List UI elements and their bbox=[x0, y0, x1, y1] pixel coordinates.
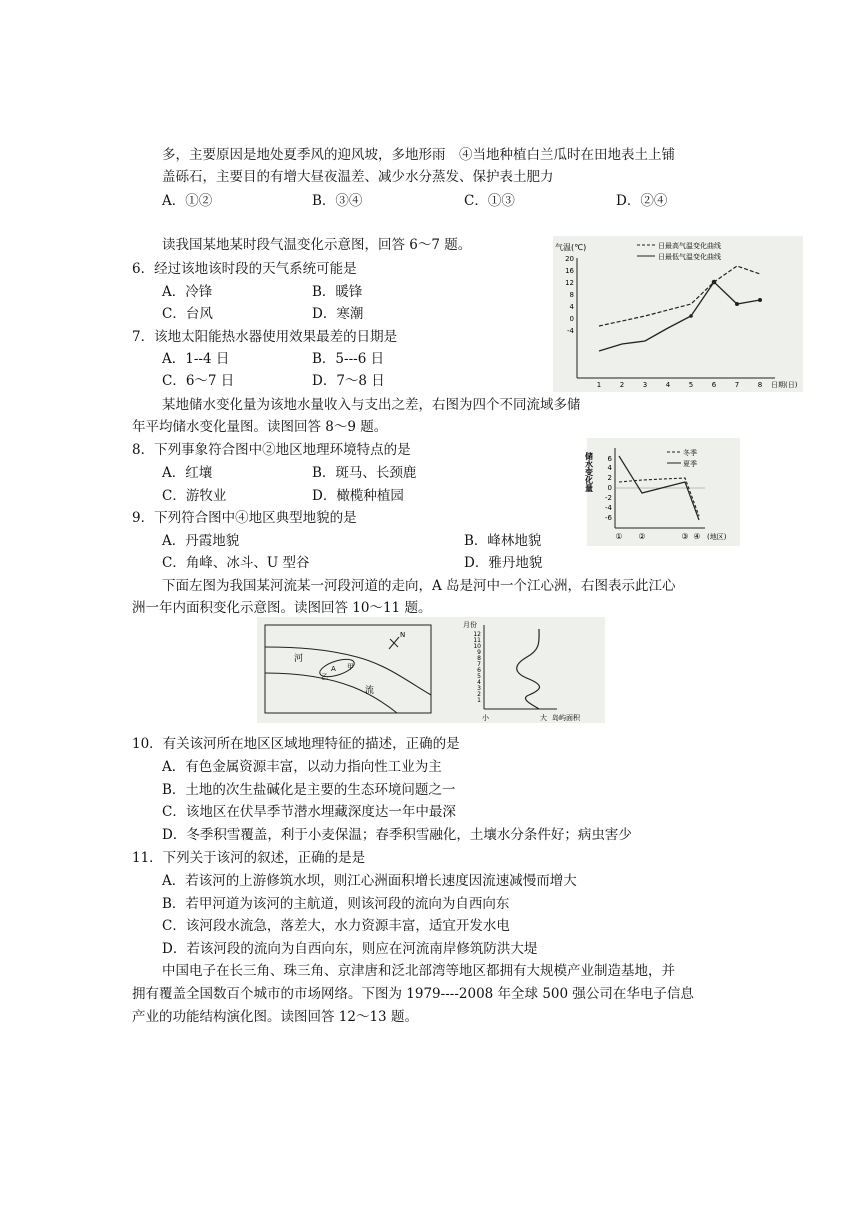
fig1-xtick: 8 bbox=[757, 381, 763, 389]
q7-option-b: B．5---6 日 bbox=[312, 351, 385, 367]
fig2-ytick: -6 bbox=[605, 514, 612, 522]
month-tick: 7 bbox=[477, 661, 481, 668]
label-he: 河 bbox=[294, 654, 304, 664]
fig1-high-line bbox=[599, 266, 760, 326]
q8-stem: 8．下列事象符合图中②地区地理环境特点的是 bbox=[132, 442, 411, 458]
q11-stem: 11．下列关于该河的叙述，正确的是是 bbox=[132, 850, 366, 866]
fig2-xtick: ④ bbox=[693, 532, 701, 541]
intro-line-1: 多，主要原因是地处夏季风的迎风坡，多地形雨 ④当地种植白兰瓜时在田地表土上铺 bbox=[162, 147, 675, 163]
fig1-ytick: 16 bbox=[565, 267, 574, 275]
fig1-xtick: 1 bbox=[596, 381, 602, 389]
water-storage-figure bbox=[584, 438, 740, 546]
q11-option-a: A．若该河的上游修筑水坝，则江心洲面积增长速度因流速减慢而增大 bbox=[162, 873, 577, 889]
q9-option-a: A．丹霞地貌 bbox=[162, 533, 240, 549]
q8-option-a: A．红壤 bbox=[162, 465, 213, 481]
fig3-x-large: 大 bbox=[540, 714, 547, 722]
month-tick: 11 bbox=[473, 637, 481, 644]
month-tick: 10 bbox=[473, 643, 481, 650]
q10-option-c: C．该地区在伏旱季节潜水埋藏深度达一年中最深 bbox=[162, 804, 456, 820]
q7-option-d: D．7～8 日 bbox=[312, 373, 385, 389]
fig2-legend-winter: 冬季 bbox=[683, 449, 697, 457]
month-tick: 3 bbox=[477, 685, 481, 692]
fig1-xtick: 3 bbox=[642, 381, 648, 389]
fig1-ylabel: 气温(℃) bbox=[555, 243, 587, 252]
fig1-point bbox=[735, 302, 739, 306]
q6-option-a: A．冷锋 bbox=[162, 284, 213, 300]
fig2-legend-summer: 夏季 bbox=[683, 460, 697, 468]
q10-stem: 10．有关该河所在地区区域地理特征的描述，正确的是 bbox=[132, 736, 460, 752]
fig2-ytick: -2 bbox=[605, 494, 612, 502]
fig3-xlabel: 岛屿面积 bbox=[552, 714, 580, 722]
q6-stem: 6．经过该地该时段的天气系统可能是 bbox=[132, 261, 357, 277]
fig1-xtick: 4 bbox=[665, 381, 671, 389]
fig2-xtick: ① bbox=[615, 532, 623, 541]
fig1-ytick: 0 bbox=[569, 315, 574, 323]
north-label: N bbox=[400, 631, 406, 639]
fig2-ytick: 4 bbox=[607, 464, 612, 472]
q6-option-d: D．寒潮 bbox=[312, 306, 364, 322]
q5-option-c: C．①③ bbox=[464, 193, 515, 209]
month-tick: 12 bbox=[473, 631, 481, 638]
s3-intro-1: 下面左图为我国某河流某一河段河道的走向，A 岛是河中一个江心洲，右图表示此江心 bbox=[162, 578, 676, 594]
fig1-ytick: 8 bbox=[569, 291, 574, 299]
s4-line-1: 中国电子在长三角、珠三角、京津唐和泛北部湾等地区都拥有大规模产业制造基地，并 bbox=[162, 963, 675, 979]
fig2-xtick: ② bbox=[638, 532, 646, 541]
q8-option-d: D．橄榄种植园 bbox=[312, 488, 404, 504]
s4-line-3: 产业的功能结构演化图。读图回答 12～13 题。 bbox=[132, 1009, 418, 1025]
island-area-curve bbox=[517, 629, 540, 709]
fig1-xtick: 2 bbox=[619, 381, 625, 389]
label-yi: 乙 bbox=[321, 673, 328, 681]
fig2-ytick: 2 bbox=[607, 474, 612, 482]
q9-option-b: B．峰林地貌 bbox=[464, 533, 542, 549]
label-jia: 甲 bbox=[347, 663, 354, 671]
q6-option-c: C．台风 bbox=[162, 306, 213, 322]
intro-line-2: 盖砾石，主要目的有增大昼夜温差、减少水分蒸发、保护表土肥力 bbox=[162, 169, 554, 185]
q7-option-a: A．1--4 日 bbox=[162, 351, 230, 367]
q9-stem: 9．下列符合图中④地区典型地貌的是 bbox=[132, 510, 357, 526]
month-tick: 5 bbox=[477, 673, 481, 680]
month-tick: 9 bbox=[477, 649, 481, 656]
fig1-xlabel: 日期(日) bbox=[771, 381, 798, 389]
fig3-ylabel: 月份 bbox=[463, 621, 477, 629]
month-tick: 6 bbox=[477, 667, 481, 674]
q11-option-b: B．若甲河道为该河的主航道，则该河段的流向为自西向东 bbox=[162, 896, 510, 912]
fig1-xtick: 7 bbox=[734, 381, 740, 389]
fig1-point bbox=[712, 280, 717, 285]
fig1-ytick: 4 bbox=[569, 303, 574, 311]
q5-option-b: B．③④ bbox=[312, 193, 363, 209]
q7-option-c: C．6～7 日 bbox=[162, 373, 235, 389]
month-tick: 1 bbox=[477, 697, 481, 704]
s3-intro-2: 洲一年内面积变化示意图。读图回答 10～11 题。 bbox=[132, 600, 432, 616]
fig2-ytick: -4 bbox=[605, 504, 612, 512]
label-a: A bbox=[331, 665, 336, 673]
fig2-ytick: 0 bbox=[607, 484, 612, 492]
fig1-point bbox=[689, 314, 693, 318]
temperature-figure bbox=[553, 236, 803, 392]
fig1-low-line bbox=[599, 282, 760, 351]
riverbank-south bbox=[265, 673, 397, 713]
s2-intro-2: 年平均储水变化量图。读图回答 8～9 题。 bbox=[132, 419, 388, 435]
fig1-ytick: 20 bbox=[565, 255, 574, 263]
fig2-ylabel: 储水变化量 bbox=[584, 452, 594, 492]
q10-option-b: B．土地的次生盐碱化是主要的生态环境问题之一 bbox=[162, 782, 456, 798]
fig1-xtick: 5 bbox=[688, 381, 694, 389]
q10-option-d: D．冬季积雪覆盖，利于小麦保温；春季积雪融化，土壤水分条件好；病虫害少 bbox=[162, 827, 632, 843]
river-figure bbox=[257, 617, 605, 723]
fig1-point bbox=[758, 298, 762, 302]
fig1-xtick: 6 bbox=[711, 381, 717, 389]
s2-intro-1: 某地储水变化量为该地水量收入与支出之差，右图为四个不同流域多储 bbox=[162, 397, 581, 413]
q8-option-b: B．斑马、长颈鹿 bbox=[312, 465, 417, 481]
month-tick: 2 bbox=[477, 691, 481, 698]
q7-stem: 7．该地太阳能热水器使用效果最差的日期是 bbox=[132, 329, 398, 345]
label-liu: 流 bbox=[365, 686, 375, 696]
fig2-xlabel: (地区) bbox=[707, 533, 727, 541]
s4-line-2: 拥有覆盖全国数百个城市的市场网络。下图为 1979----2008 年全球 500 强公司在华电子信息 bbox=[132, 986, 694, 1002]
north-arrow-icon bbox=[389, 637, 399, 649]
fig3-x-small: 小 bbox=[482, 714, 489, 722]
q10-option-a: A．有色金属资源丰富，以动力指向性工业为主 bbox=[162, 759, 442, 775]
q11-option-c: C．该河段水流急，落差大，水力资源丰富，适宜开发水电 bbox=[162, 918, 510, 934]
q5-option-d: D．②④ bbox=[616, 193, 668, 209]
q5-option-a: A．①② bbox=[162, 193, 213, 209]
q8-option-c: C．游牧业 bbox=[162, 488, 227, 504]
q11-option-d: D．若该河段的流向为自西向东，则应在河流南岸修筑防洪大堤 bbox=[162, 941, 538, 957]
fig1-legend-low: 日最低气温变化曲线 bbox=[658, 253, 721, 261]
q9-option-c: C．角峰、冰斗、U 型谷 bbox=[162, 555, 310, 571]
fig1-ytick: -4 bbox=[567, 327, 574, 335]
fig1-legend-high: 日最高气温变化曲线 bbox=[658, 242, 721, 250]
q6-option-b: B．暖锋 bbox=[312, 284, 363, 300]
fig2-ytick: 6 bbox=[607, 455, 612, 463]
fig2-winter-line bbox=[619, 478, 699, 516]
q9-option-d: D．雅丹地貌 bbox=[464, 555, 543, 571]
fig2-xtick: ③ bbox=[681, 532, 689, 541]
month-tick: 4 bbox=[477, 679, 481, 686]
fig1-ytick: 12 bbox=[565, 279, 574, 287]
month-tick: 8 bbox=[477, 655, 481, 662]
s1-intro: 读我国某地某时段气温变化示意图，回答 6～7 题。 bbox=[162, 237, 472, 253]
